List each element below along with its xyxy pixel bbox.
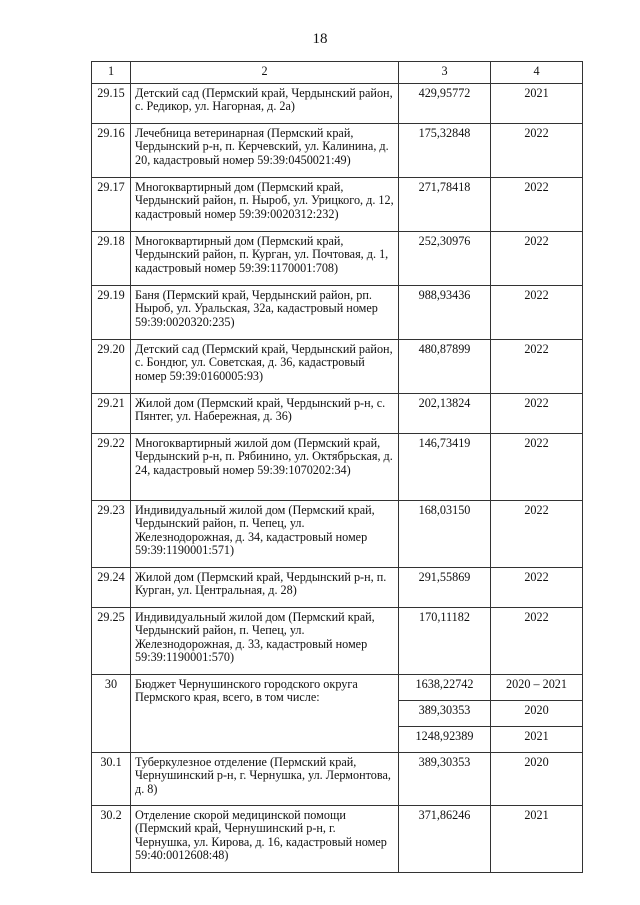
table-row-group [92,674,583,700]
table-row [92,285,583,339]
object-name: Детский сад (Пермский край, Чердынский район, с. Редикор, ул. Нагорная, д. 2а) [131,83,399,123]
year-value: 2022 [491,567,583,607]
row-number: 30 [92,674,131,752]
column-header-2: 2 [131,62,399,84]
column-header-1: 1 [92,62,131,84]
object-name: Бюджет Чернушинского городского округа Пермского края, всего, в том числе: [131,674,399,752]
row-number: 29.19 [92,285,131,339]
table-row [92,500,583,567]
row-number: 30.1 [92,752,131,805]
page-number: 18 [312,31,328,47]
object-name: Многоквартирный жилой дом (Пермский край, Чердынский р-н, п. Рябинино, ул. Октябрьская, д. 24, кадастровый номер 59:39:1070202:34) [131,433,399,500]
amount-value: 202,13824 [399,393,491,433]
row-number: 29.24 [92,567,131,607]
year-value: 2022 [491,393,583,433]
amount-value: 252,30976 [399,231,491,285]
object-name: Многоквартирный дом (Пермский край, Чердынский район, п. Ныроб, ул. Урицкого, д. 12, кадастровый номер 59:39:0020312:232) [131,177,399,231]
row-number: 29.15 [92,83,131,123]
table-row [92,123,583,177]
amount-value: 271,78418 [399,177,491,231]
amount-value: 146,73419 [399,433,491,500]
table-row [92,83,583,123]
amount-value: 480,87899 [399,339,491,393]
object-name: Детский сад (Пермский край, Чердынский район, с. Бондюг, ул. Советская, д. 36, кадастровый номер 59:39:0160005:93) [131,339,399,393]
amount-value: 389,30353 [399,752,491,805]
amount-value: 1248,92389 [399,726,491,752]
amount-value: 988,93436 [399,285,491,339]
year-value: 2022 [491,123,583,177]
year-value: 2022 [491,339,583,393]
object-name: Жилой дом (Пермский край, Чердынский р-н, с. Пянтег, ул. Набережная, д. 36) [131,393,399,433]
year-value: 2022 [491,177,583,231]
table-row [92,607,583,674]
amount-value: 291,55869 [399,567,491,607]
object-name: Туберкулезное отделение (Пермский край, Чернушинский р-н, г. Чернушка, ул. Лермонтова, д. 8) [131,752,399,805]
table-row [92,177,583,231]
object-name: Индивидуальный жилой дом (Пермский край, Чердынский район, п. Чепец, ул. Железнодорожная, д. 34, кадастровый номер 59:39:1190001:571) [131,500,399,567]
table-row [92,752,583,805]
year-value: 2022 [491,500,583,567]
row-number: 29.18 [92,231,131,285]
row-number: 30.2 [92,805,131,872]
amount-value: 175,32848 [399,123,491,177]
table-row [92,567,583,607]
amount-value: 1638,22742 [399,674,491,700]
year-value: 2021 [491,83,583,123]
year-value: 2022 [491,433,583,500]
amount-value: 389,30353 [399,700,491,726]
object-name: Лечебница ветеринарная (Пермский край, Чердынский р-н, п. Керчевский, ул. Калинина, д. 20, кадастровый номер 59:39:0450021:49) [131,123,399,177]
object-name: Баня (Пермский край, Чердынский район, рп. Ныроб, ул. Уральская, 32а, кадастровый номер 59:39:0020320:235) [131,285,399,339]
year-value: 2020 [491,752,583,805]
year-value: 2022 [491,285,583,339]
column-header-4: 4 [491,62,583,84]
table-row [92,231,583,285]
object-name: Индивидуальный жилой дом (Пермский край, Чердынский район, п. Чепец, ул. Железнодорожная, д. 33, кадастровый номер 59:39:1190001:570) [131,607,399,674]
row-number: 29.16 [92,123,131,177]
object-name: Многоквартирный дом (Пермский край, Чердынский район, п. Курган, ул. Почтовая, д. 1, кадастровый номер 59:39:1170001:708) [131,231,399,285]
row-number: 29.17 [92,177,131,231]
year-value: 2022 [491,607,583,674]
row-number: 29.23 [92,500,131,567]
amount-value: 170,11182 [399,607,491,674]
amount-value: 168,03150 [399,500,491,567]
row-number: 29.20 [92,339,131,393]
table-row [92,433,583,500]
object-name: Отделение скорой медицинской помощи (Пермский край, Чернушинский р-н, г. Чернушка, ул. Кирова, д. 16, кадастровый номер 59:40:0012608:48) [131,805,399,872]
table-row [92,805,583,872]
year-value: 2020 – 2021 [491,674,583,700]
year-value: 2022 [491,231,583,285]
row-number: 29.21 [92,393,131,433]
table-row [92,393,583,433]
table-header-row [92,62,583,84]
year-value: 2021 [491,726,583,752]
table-row [92,339,583,393]
document-table [91,61,583,873]
amount-value: 429,95772 [399,83,491,123]
row-number: 29.25 [92,607,131,674]
amount-value: 371,86246 [399,805,491,872]
row-number: 29.22 [92,433,131,500]
column-header-3: 3 [399,62,491,84]
year-value: 2020 [491,700,583,726]
year-value: 2021 [491,805,583,872]
object-name: Жилой дом (Пермский край, Чердынский р-н, п. Курган, ул. Центральная, д. 28) [131,567,399,607]
